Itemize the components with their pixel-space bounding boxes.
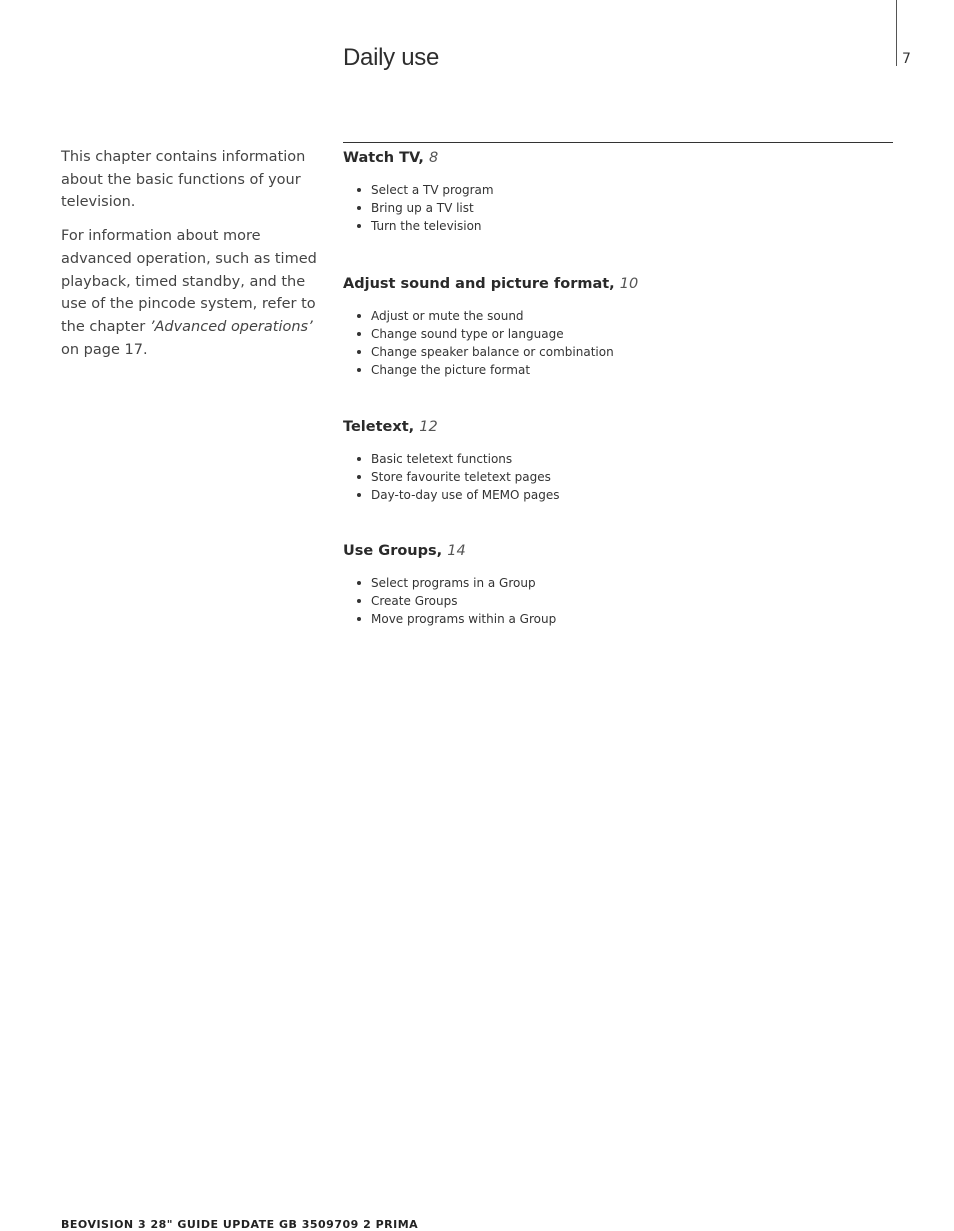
page-number: 7 — [902, 51, 911, 67]
list-item: Store favourite teletext pages — [343, 468, 560, 486]
intro-paragraph-2 — [61, 225, 317, 361]
list-item: Basic teletext functions — [343, 450, 560, 468]
list-item: Bring up a TV list — [343, 199, 494, 217]
list-item: Change sound type or language — [343, 325, 638, 343]
section-watch-tv — [343, 149, 494, 235]
list-item: Change the picture format — [343, 361, 638, 379]
intro-text — [61, 146, 317, 372]
section-heading — [343, 149, 494, 167]
page-title: Daily use — [343, 44, 440, 71]
section-teletext — [343, 418, 560, 504]
section-page-ref: 8 — [428, 150, 439, 166]
list-item: Select programs in a Group — [343, 574, 556, 592]
list-item: Change speaker balance or combination — [343, 343, 638, 361]
list-item: Turn the television — [343, 217, 494, 235]
section-title: Adjust sound and picture format, — [343, 276, 615, 292]
list-item: Move programs within a Group — [343, 610, 556, 628]
list-item: Select a TV program — [343, 181, 494, 199]
intro-paragraph-2-end: on page 17. — [61, 341, 148, 358]
intro-paragraph-1: This chapter contains information about the basic functions of your television. — [61, 149, 306, 211]
section-title: Use Groups, — [343, 543, 443, 559]
section-title: Teletext, — [343, 419, 415, 435]
section-adjust-sound-picture — [343, 275, 638, 379]
section-use-groups — [343, 542, 556, 628]
list-item: Day-to-day use of MEMO pages — [343, 486, 560, 504]
footer-print-code: BEOVISION 3 28" GUIDE UPDATE GB 3509709 2 PRIMA — [61, 1218, 419, 1231]
section-topic-list — [343, 181, 494, 235]
page-edge-rule — [896, 0, 897, 66]
intro-paragraph-2-start: For information about more advanced operation, such as timed playback, timed standby, and the use of the pincode system, refer to the chapter — [61, 228, 317, 335]
section-topic-list — [343, 307, 638, 379]
section-page-ref: 12 — [419, 419, 438, 435]
section-page-ref: 14 — [447, 543, 466, 559]
section-heading — [343, 275, 638, 293]
section-heading — [343, 418, 560, 436]
chapter-contents — [343, 142, 893, 626]
list-item: Adjust or mute the sound — [343, 307, 638, 325]
section-title: Watch TV, — [343, 150, 424, 166]
section-heading — [343, 542, 556, 560]
section-topic-list — [343, 450, 560, 504]
chapter-reference: ’Advanced operations’ — [149, 318, 313, 335]
section-page-ref: 10 — [619, 276, 639, 292]
list-item: Create Groups — [343, 592, 556, 610]
section-topic-list — [343, 574, 556, 628]
